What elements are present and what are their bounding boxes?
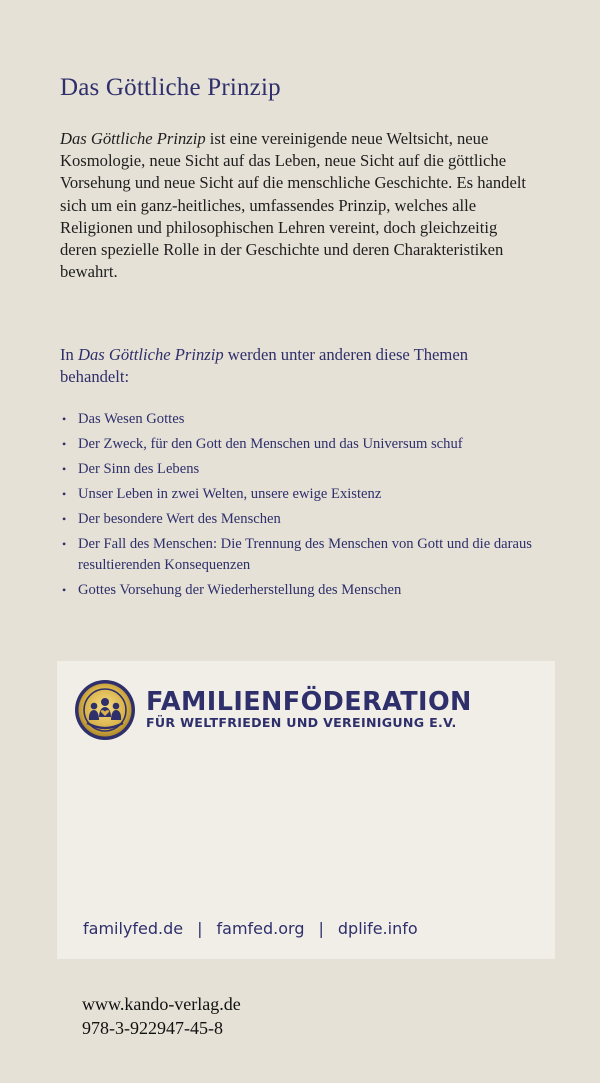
topics-intro-italic: Das Göttliche Prinzip	[77, 345, 224, 364]
intro-lead-title: Das Göttliche Prinzip	[60, 129, 206, 148]
isbn: 978-3-922947-45-8	[82, 1018, 223, 1038]
publisher-footer	[82, 992, 241, 1040]
list-item	[60, 484, 550, 505]
list-item	[60, 409, 550, 430]
bullet: •	[62, 487, 67, 502]
topic-text: Das Wesen Gottes	[78, 411, 185, 427]
bullet: •	[62, 583, 67, 598]
topics-intro-after: werden unter anderen diese Themen behandelt:	[60, 345, 468, 387]
intro-text: ist eine vereinigende neue Weltsicht, neue Kosmologie, neue Sicht auf das Leben, neue Sicht auf die göttliche Vorsehung und neue Sicht auf die menschliche Geschichte. Es handelt sich um ein ganz-heitliches, umfassendes Prinzip, welches alle Religionen und philosophischen Lehren vereint, doch gleichzeitig deren spezielle Rolle in der Geschichte und deren Charakteristiken bewahrt.	[60, 129, 527, 282]
list-item	[60, 580, 550, 601]
organization-subtitle: FÜR WELTFRIEDEN UND VEREINIGUNG E.V.	[146, 715, 457, 730]
bullet: •	[62, 437, 67, 452]
bullet: •	[62, 512, 67, 527]
topics-intro-before: In	[60, 345, 78, 364]
publisher-website[interactable]: www.kando-verlag.de	[82, 994, 241, 1014]
topic-text: Der Sinn des Lebens	[78, 461, 200, 478]
topic-text: Der Zweck, für den Gott den Menschen und das Universum schuf	[78, 436, 463, 453]
intro-paragraph	[60, 128, 530, 283]
list-item	[60, 534, 550, 575]
bullet: •	[62, 412, 67, 426]
topic-text: Der besondere Wert des Menschen	[78, 511, 281, 528]
link-dplife[interactable]: dplife.info	[337, 919, 418, 938]
bullet: •	[62, 462, 67, 477]
link-separator: |	[318, 919, 324, 938]
organization-name: FAMILIENFÖDERATION	[146, 687, 472, 717]
topics-intro	[60, 344, 530, 388]
topic-text: Gottes Vorsehung der Wiederherstellung des Menschen	[78, 582, 402, 599]
family-federation-logo-icon	[74, 679, 136, 741]
link-familyfed[interactable]: familyfed.de	[83, 919, 184, 938]
list-item	[60, 434, 550, 455]
website-links	[83, 919, 418, 938]
list-item	[60, 509, 550, 530]
link-separator: |	[197, 919, 203, 938]
topics-list	[60, 409, 550, 605]
organization-logo	[74, 679, 472, 741]
bullet: •	[62, 537, 67, 552]
topic-text: Unser Leben in zwei Welten, unsere ewige Existenz	[78, 486, 382, 503]
list-item	[60, 459, 550, 480]
organization-panel	[57, 661, 555, 959]
link-famfed[interactable]: famfed.org	[216, 919, 305, 938]
topic-text: Der Fall des Menschen: Die Trennung des Menschen von Gott und die daraus resultierenden Konsequenzen	[78, 536, 532, 573]
organization-text	[146, 689, 472, 731]
page-title: Das Göttliche Prinzip	[60, 74, 281, 101]
